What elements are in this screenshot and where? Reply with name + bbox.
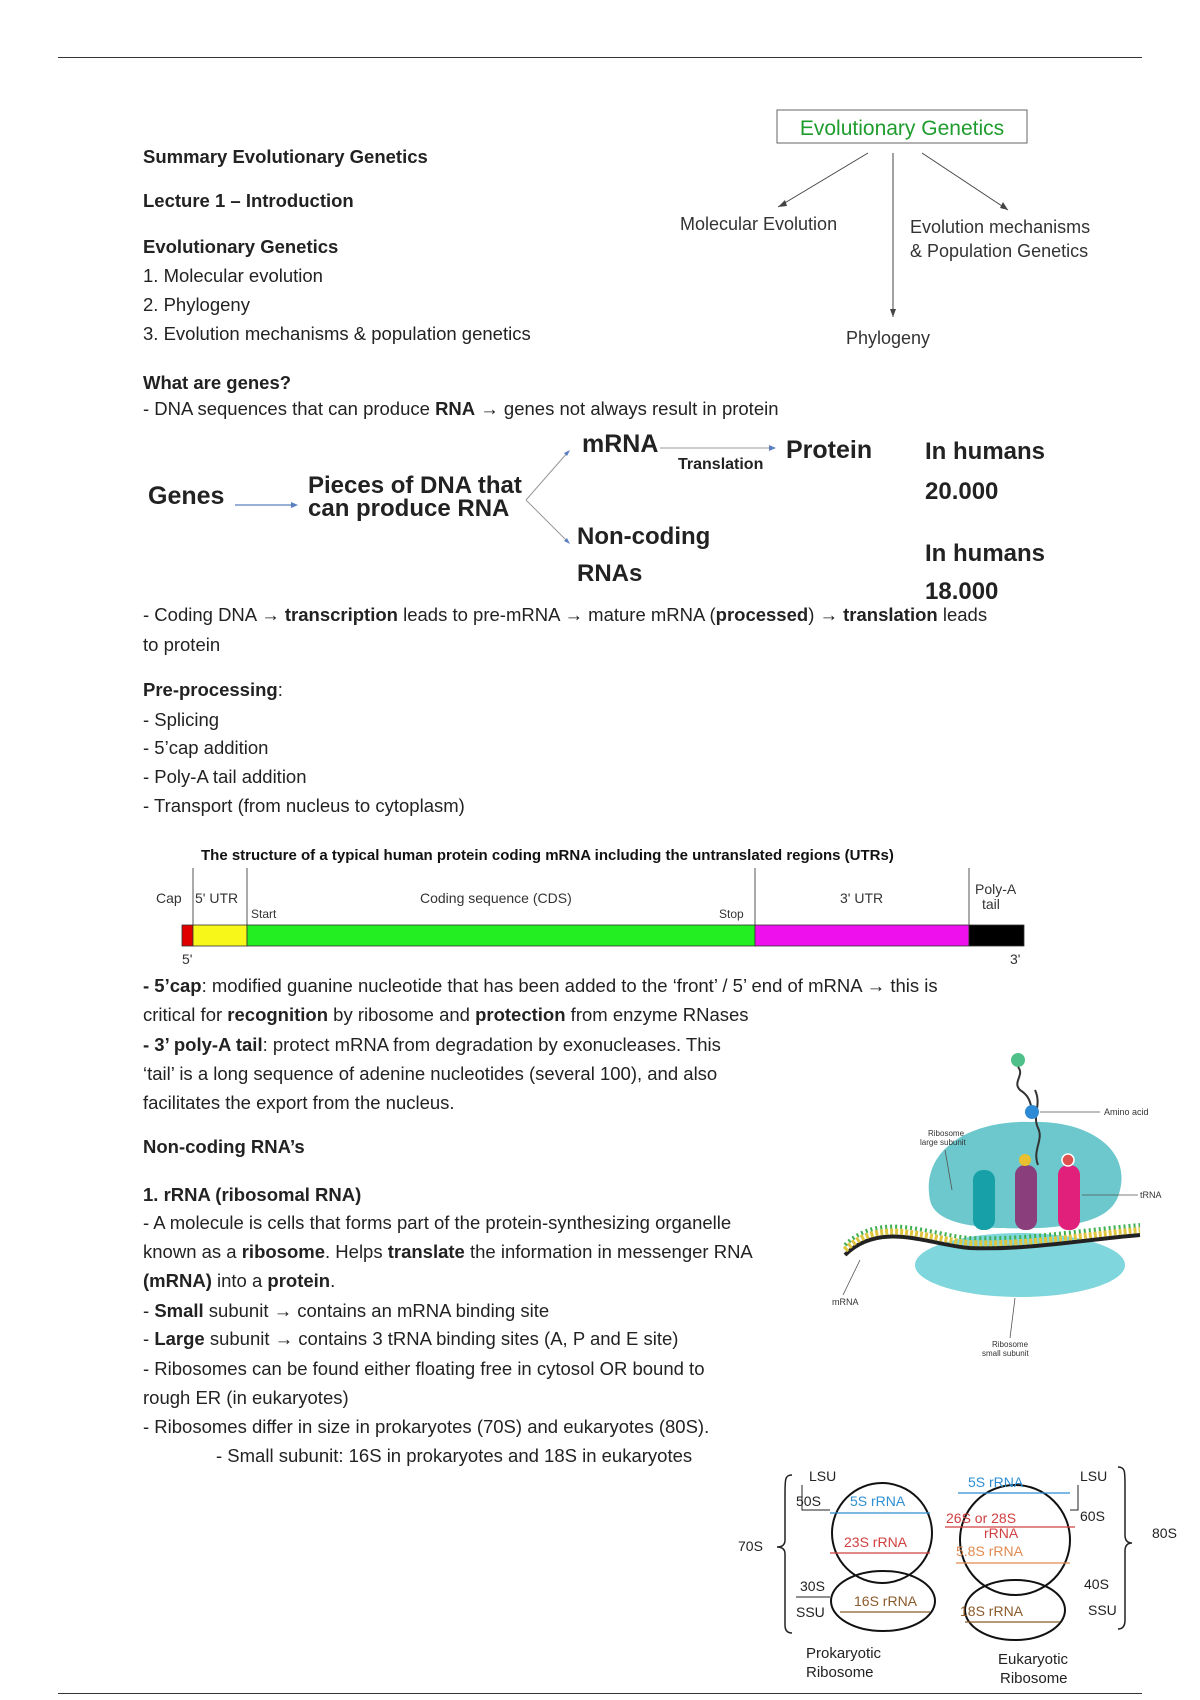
cap-p2: critical for bbox=[143, 1004, 228, 1025]
rrna-small-pre: - bbox=[143, 1300, 155, 1321]
tree-edge-right bbox=[922, 153, 1008, 210]
label-60s: 60S bbox=[1080, 1508, 1105, 1524]
mrna-utr5-label: 5' UTR bbox=[195, 890, 239, 906]
tree-arrow-right bbox=[1000, 202, 1008, 210]
genes-diagram bbox=[140, 425, 1070, 605]
euk-label-1: Eukaryotic bbox=[998, 1651, 1069, 1668]
rrna-line-9: - Small subunit: 16S in prokaryotes and 18S in eukaryotes bbox=[216, 1445, 693, 1466]
prok-5s-label: 5S rRNA bbox=[850, 1493, 906, 1509]
ribo-small-label-2: small subunit bbox=[982, 1349, 1029, 1358]
evo-item-1: 1. Molecular evolution bbox=[143, 265, 323, 286]
noncoding-label-1: Non-coding bbox=[577, 523, 711, 550]
ribo-large-label-2: large subunit bbox=[920, 1138, 966, 1147]
tree-arrow-bottom bbox=[890, 309, 896, 317]
polya-b1: - 3’ poly-A tail bbox=[143, 1034, 263, 1055]
noncoding-label-2: RNAs bbox=[577, 560, 643, 587]
coding-p2: leads to pre-mRNA → mature mRNA ( bbox=[397, 604, 716, 625]
coding-line-1 bbox=[143, 601, 987, 629]
mrna-polya-label-2: tail bbox=[982, 896, 1000, 912]
genes-definition bbox=[143, 395, 779, 423]
preproc-item-2: - 5’cap addition bbox=[143, 737, 269, 758]
coding-p1: - Coding DNA → bbox=[143, 604, 285, 625]
ribo-amino-label: Amino acid bbox=[1104, 1107, 1149, 1117]
preproc-item-1: - Splicing bbox=[143, 709, 220, 730]
mrna-figure-title: The structure of a typical human protein coding mRNA including the untranslated regions (UTRs) bbox=[201, 847, 894, 864]
tree-root-label: Evolutionary Genetics bbox=[799, 117, 1005, 140]
coding-p3: ) → bbox=[808, 604, 844, 625]
rrna-l2-b2: translate bbox=[387, 1241, 465, 1262]
tree-right-label-1: Evolution mechanisms bbox=[910, 217, 1091, 237]
cap-b3: protection bbox=[475, 1004, 566, 1025]
prok-23s-label: 23S rRNA bbox=[844, 1534, 908, 1550]
euk-28s-label-1: 26S or 28S bbox=[946, 1510, 1017, 1526]
pieces-label-1: Pieces of DNA that bbox=[308, 472, 522, 499]
tree-arrow-left bbox=[778, 200, 787, 207]
polya-line-1 bbox=[143, 1031, 721, 1059]
mrna-polya-label-1: Poly-A bbox=[975, 881, 1017, 897]
label-lsu-euk: LSU bbox=[1080, 1468, 1108, 1484]
rrna-large-post: subunit → contains 3 tRNA binding sites (A, P and E site) bbox=[204, 1328, 679, 1349]
ribo-trna-label: tRNA bbox=[1140, 1190, 1162, 1200]
euk-5s-label: 5S rRNA bbox=[968, 1474, 1024, 1490]
coding-b2: processed bbox=[715, 604, 809, 625]
polya-p1: : protect mRNA from degradation by exonucleases. This bbox=[262, 1034, 721, 1055]
genes-label: Genes bbox=[148, 482, 225, 510]
peptide-top-bead bbox=[1011, 1053, 1025, 1067]
rrna-l3-b: (mRNA) bbox=[143, 1270, 212, 1291]
genes-def-post: → genes not always result in protein bbox=[475, 398, 779, 419]
euk-18s-label: 18S rRNA bbox=[960, 1603, 1024, 1619]
preproc-item-4: - Transport (from nucleus to cytoplasm) bbox=[143, 795, 465, 816]
cap-p4: from enzyme RNases bbox=[565, 1004, 749, 1025]
rrna-l2-p3: the information in messenger RNA bbox=[464, 1241, 753, 1262]
humans-label-2: In humans bbox=[925, 540, 1046, 567]
rrna-heading: 1. rRNA (ribosomal RNA) bbox=[143, 1184, 362, 1205]
coding-p4: leads bbox=[937, 604, 988, 625]
rrna-line-2 bbox=[143, 1238, 753, 1266]
ribo-small-label-1: Ribosome bbox=[992, 1340, 1029, 1349]
rrna-line-6: - Ribosomes can be found either floating free in cytosol OR bound to bbox=[143, 1358, 705, 1379]
ribosome-illustration bbox=[820, 1040, 1170, 1370]
cap-line-1 bbox=[143, 972, 938, 1000]
ribosome-sizes-diagram bbox=[730, 1455, 1200, 1695]
mrna-utr3-label: 3' UTR bbox=[840, 890, 884, 906]
mrna-stop-label: Stop bbox=[719, 907, 744, 921]
lecture-title: Lecture 1 – Introduction bbox=[143, 190, 354, 211]
genes-arrowhead bbox=[291, 502, 298, 508]
rrna-l2-b1: ribosome bbox=[241, 1241, 326, 1262]
amino-acid-bead bbox=[1025, 1105, 1039, 1119]
cap-line-2 bbox=[143, 1001, 749, 1029]
cap-p1: : modified guanine nucleotide that has been added to the ‘front’ / 5’ end of mRNA → this is bbox=[201, 975, 938, 996]
cap-b2: recognition bbox=[227, 1004, 329, 1025]
trna-bead-1 bbox=[1019, 1154, 1031, 1166]
label-lsu-prok: LSU bbox=[809, 1468, 837, 1484]
genes-def-pre: - DNA sequences that can produce bbox=[143, 398, 436, 419]
noncoding-heading: Non-coding RNA’s bbox=[143, 1136, 305, 1157]
rrna-line-small bbox=[143, 1297, 549, 1325]
rrna-small-post: subunit → contains an mRNA binding site bbox=[203, 1300, 550, 1321]
rrna-large-b: Large bbox=[154, 1328, 205, 1349]
humans-label-1: In humans bbox=[925, 438, 1046, 465]
rrna-l2-p2: . Helps bbox=[325, 1241, 388, 1262]
label-70s: 70S bbox=[738, 1538, 763, 1554]
euk-58s-label: 5.8S rRNA bbox=[956, 1543, 1023, 1559]
ribo-large-label-1: Ribosome bbox=[928, 1129, 965, 1138]
evo-tree-diagram bbox=[660, 95, 1140, 360]
evo-item-2: 2. Phylogeny bbox=[143, 294, 250, 315]
rrna-line-8: - Ribosomes differ in size in prokaryotes (70S) and eukaryotes (80S). bbox=[143, 1416, 710, 1437]
rrna-l3-p1: into a bbox=[211, 1270, 268, 1291]
mrna-start-label: Start bbox=[251, 907, 277, 921]
rrna-line-7: rough ER (in eukaryotes) bbox=[143, 1387, 349, 1408]
rrna-l3-p2: . bbox=[330, 1270, 336, 1291]
coding-line-2: to protein bbox=[143, 634, 221, 655]
rrna-small-b: Small bbox=[154, 1300, 204, 1321]
ribo-mrna-label: mRNA bbox=[832, 1297, 859, 1307]
genes-def-bold: RNA bbox=[435, 398, 476, 419]
mrna-segment-utr5 bbox=[193, 925, 247, 946]
label-ssu-euk: SSU bbox=[1088, 1602, 1117, 1618]
preproc-item-3: - Poly-A tail addition bbox=[143, 766, 307, 787]
label-30s: 30S bbox=[800, 1578, 825, 1594]
mrna-segment-cds bbox=[247, 925, 755, 946]
prok-label-1: Prokaryotic bbox=[806, 1645, 882, 1662]
mrna-segment-cap bbox=[182, 925, 193, 946]
prok-label-2: Ribosome bbox=[806, 1664, 874, 1681]
top-rule bbox=[58, 57, 1142, 58]
mrna-cds-label: Coding sequence (CDS) bbox=[420, 890, 572, 906]
branch-down bbox=[526, 500, 568, 542]
tree-edge-left bbox=[778, 153, 868, 207]
preproc-colon: : bbox=[277, 679, 283, 700]
translation-label: Translation bbox=[678, 456, 764, 473]
trna-bead-2 bbox=[1062, 1154, 1074, 1166]
mrna-end3-label: 3' bbox=[1010, 951, 1021, 967]
rrna-line-3 bbox=[143, 1267, 335, 1295]
rrna-line-1: - A molecule is cells that forms part of the protein-synthesizing organelle bbox=[143, 1212, 732, 1233]
rrna-large-pre: - bbox=[143, 1328, 155, 1349]
count-label-2: 18.000 bbox=[925, 578, 999, 605]
mrna-structure-figure bbox=[150, 838, 1040, 973]
label-50s: 50S bbox=[796, 1493, 821, 1509]
label-80s: 80S bbox=[1152, 1525, 1177, 1541]
cap-b1: - 5’cap bbox=[143, 975, 202, 996]
preproc-heading-bold: Pre-processing bbox=[143, 679, 278, 700]
evo-item-3: 3. Evolution mechanisms & population genetics bbox=[143, 323, 531, 344]
prok-16s-label: 16S rRNA bbox=[854, 1593, 918, 1609]
tree-bottom-label: Phylogeny bbox=[846, 328, 931, 348]
euk-label-2: Ribosome bbox=[1000, 1670, 1068, 1687]
preproc-heading bbox=[143, 676, 283, 704]
protein-label: Protein bbox=[786, 436, 873, 464]
euk-28s-label-2: rRNA bbox=[984, 1525, 1019, 1541]
polya-line-2: ‘tail’ is a long sequence of adenine nucleotides (several 100), and also bbox=[143, 1063, 718, 1084]
polya-line-3: facilitates the export from the nucleus. bbox=[143, 1092, 455, 1113]
translation-arrowhead bbox=[769, 445, 776, 451]
coding-b1: transcription bbox=[284, 604, 398, 625]
mrna-label: mRNA bbox=[582, 430, 659, 458]
label-ssu-prok: SSU bbox=[796, 1604, 825, 1620]
rrna-l2-p1: known as a bbox=[143, 1241, 242, 1262]
tree-left-label: Molecular Evolution bbox=[680, 214, 838, 234]
mrna-cap-label: Cap bbox=[156, 890, 182, 906]
mrna-segment-utr3 bbox=[755, 925, 969, 946]
coding-b3: translation bbox=[843, 604, 938, 625]
cap-p3: by ribosome and bbox=[328, 1004, 476, 1025]
rrna-l3-b2: protein bbox=[267, 1270, 331, 1291]
genes-question: What are genes? bbox=[143, 372, 292, 393]
evo-heading: Evolutionary Genetics bbox=[143, 236, 339, 257]
page-title: Summary Evolutionary Genetics bbox=[143, 146, 428, 167]
tree-right-label-2: & Population Genetics bbox=[910, 241, 1089, 261]
count-label-1: 20.000 bbox=[925, 478, 999, 505]
mrna-segment-tail bbox=[969, 925, 1024, 946]
label-40s: 40S bbox=[1084, 1576, 1109, 1592]
rrna-line-large bbox=[143, 1325, 678, 1353]
branch-up bbox=[526, 452, 568, 500]
pieces-label-2: can produce RNA bbox=[308, 495, 510, 522]
mrna-end5-label: 5' bbox=[182, 951, 193, 967]
